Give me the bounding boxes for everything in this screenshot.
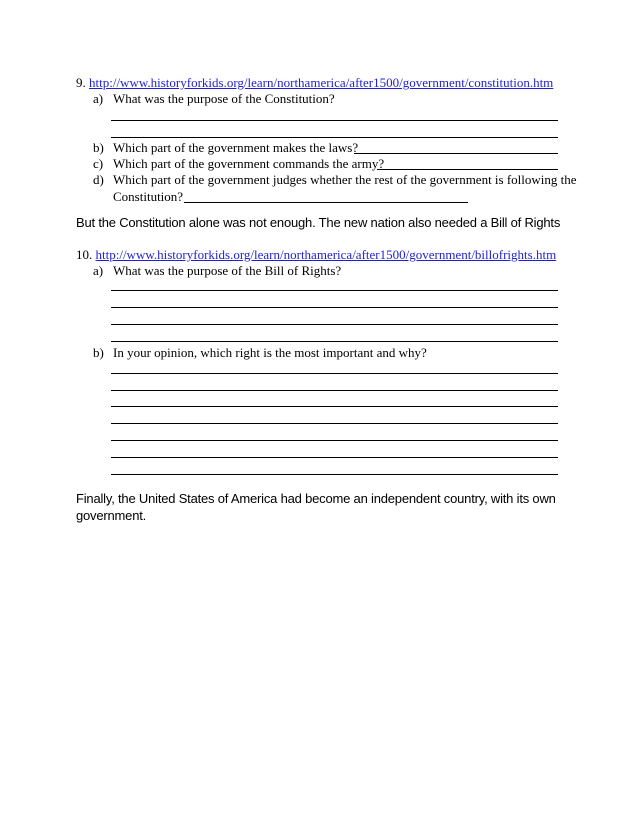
constitution-link[interactable]: http://www.historyforkids.org/learn/northamerica/after1500/government/constitution.htm (89, 75, 554, 90)
item-letter: b) (93, 345, 104, 360)
answer-line[interactable] (111, 406, 558, 407)
answer-line[interactable] (111, 373, 558, 374)
item-letter: a) (93, 263, 104, 278)
question-10a-text: What was the purpose of the Bill of Rights? (113, 263, 342, 278)
question-9 (76, 75, 553, 91)
question-10b-text: In your opinion, which right is the most important and why? (113, 345, 427, 360)
answer-line[interactable] (111, 307, 558, 308)
question-9a-text: What was the purpose of the Constitution? (113, 91, 335, 106)
answer-line[interactable] (111, 423, 558, 424)
answer-line[interactable] (111, 324, 558, 325)
answer-blank[interactable] (377, 169, 558, 170)
transition-text: But the Constitution alone was not enough. The new nation also needed a Bill of Rights (76, 215, 561, 230)
answer-line[interactable] (111, 474, 558, 475)
question-9d-text-cont: Constitution? (113, 189, 184, 204)
closing-line-2: government. (76, 508, 147, 523)
answer-line[interactable] (111, 440, 558, 441)
question-10 (76, 247, 556, 263)
question-9b-text: Which part of the government makes the laws? (113, 140, 359, 155)
answer-line[interactable] (111, 120, 558, 121)
question-9c-text: Which part of the government commands the army? (113, 156, 385, 171)
item-letter: d) (93, 172, 104, 187)
item-letter: c) (93, 156, 104, 171)
answer-line[interactable] (111, 457, 558, 458)
closing-line-1: Finally, the United States of America had become an independent country, with its own (76, 491, 556, 506)
question-number: 9. (76, 75, 86, 90)
item-letter: b) (93, 140, 104, 155)
answer-line[interactable] (111, 137, 558, 138)
answer-blank[interactable] (184, 202, 468, 203)
question-9d-text: Which part of the government judges whether the rest of the government is following the (113, 172, 577, 187)
answer-line[interactable] (111, 341, 558, 342)
answer-line[interactable] (111, 390, 558, 391)
answer-blank[interactable] (354, 153, 558, 154)
bill-of-rights-link[interactable]: http://www.historyforkids.org/learn/northamerica/after1500/government/billofrights.htm (95, 247, 557, 262)
item-letter: a) (93, 91, 104, 106)
question-number: 10. (76, 247, 93, 262)
answer-line[interactable] (111, 290, 558, 291)
